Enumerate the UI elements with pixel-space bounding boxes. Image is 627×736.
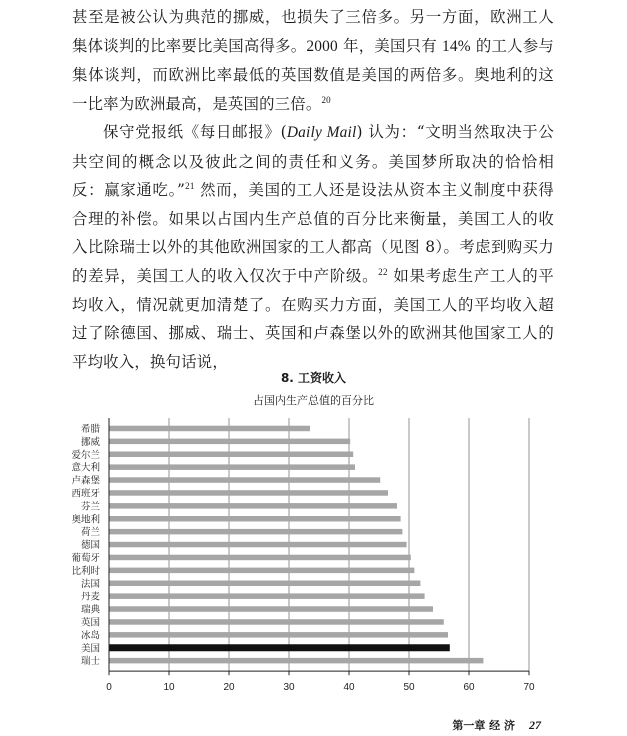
chart-subtitle: 占国内生产总值的百分比 — [253, 394, 374, 407]
x-tick-label-50: 50 — [403, 682, 415, 694]
paragraph-2 — [72, 118, 554, 376]
p1-text-b: 年，美国只有 — [337, 36, 442, 55]
p2-paper-name: Daily Mail — [286, 124, 357, 141]
p2-text-c: 然而，美国的工人还是设法从资本主义制度中获得合理的补偿。如果以占国内生产总值的百分比来衡量，美国工人的收入比除瑞士以外的其他欧洲国家的工人都高（见图 8）。考虑到购买力的差异，美国工人的收入仅次于中产阶级。 — [72, 181, 554, 285]
x-tick-label-60: 60 — [463, 682, 475, 694]
footnote-ref-20[interactable]: 20 — [321, 94, 331, 105]
bar-6 — [109, 503, 397, 509]
category-label-4: 卢森堡 — [71, 475, 100, 487]
footnote-ref-21[interactable]: 21 — [185, 181, 195, 192]
category-label-15: 英国 — [80, 617, 100, 629]
category-label-17: 美国 — [80, 643, 100, 655]
category-label-14: 瑞典 — [80, 604, 100, 616]
bar-10 — [109, 555, 411, 561]
bar-11 — [109, 568, 414, 574]
category-label-6: 芬兰 — [80, 501, 100, 513]
bar-16 — [109, 632, 448, 638]
category-label-3: 意大利 — [71, 462, 100, 474]
category-label-12: 法国 — [80, 578, 100, 590]
category-label-9: 德国 — [80, 540, 100, 552]
bar-8 — [109, 529, 402, 535]
p2-text-b: ) 认为：“文明当然取决于公共空间的概念以及彼此之间的责任和义务。美国梦所取决的恰恰相反：赢家通吃。” — [72, 123, 555, 200]
category-label-8: 荷兰 — [80, 527, 100, 539]
bar-7 — [109, 516, 401, 522]
category-label-7: 奥地利 — [71, 514, 100, 526]
bar-14 — [109, 606, 433, 612]
chart-title: 8. 工资收入 — [280, 371, 347, 385]
category-label-11: 比利时 — [71, 565, 100, 577]
wage-income-bar-chart — [0, 410, 627, 700]
p2-text-a: 保守党报纸《每日邮报》( — [103, 123, 287, 141]
bar-13 — [109, 593, 425, 599]
p1-year: 2000 — [306, 37, 338, 55]
bar-18 — [109, 658, 483, 664]
p2-text-d: 如果考虑生产工人的平均收入，情况就更加清楚了。在购买力方面，美国工人的平均收入超过了除德国、挪威、瑞士、英国和卢森堡以外的欧洲其他国家工人的平均收入，换句话说， — [72, 266, 554, 371]
category-label-1: 挪威 — [80, 436, 100, 448]
x-tick-label-40: 40 — [343, 682, 355, 694]
category-label-10: 葡萄牙 — [71, 552, 100, 564]
bar-4 — [109, 477, 380, 483]
footnote-ref-22[interactable]: 22 — [378, 266, 388, 277]
bar-3 — [109, 464, 355, 470]
x-tick-label-30: 30 — [283, 682, 295, 694]
bar-2 — [109, 452, 353, 458]
category-label-0: 希腊 — [80, 423, 100, 435]
page-number: 27 — [529, 718, 541, 732]
bar-12 — [109, 581, 420, 587]
bar-9 — [109, 542, 407, 548]
bar-0 — [109, 426, 310, 432]
bar-15 — [109, 619, 444, 625]
paragraph-1 — [72, 3, 554, 118]
category-label-13: 丹麦 — [80, 591, 100, 603]
category-label-2: 爱尔兰 — [71, 449, 100, 461]
category-label-5: 西班牙 — [71, 488, 100, 500]
bar-5 — [109, 490, 388, 496]
x-tick-label-0: 0 — [106, 682, 112, 694]
p1-text-a: 甚至是被公认为典范的挪威，也损失了三倍多。另一方面，欧洲工人集体谈判的比率要比美国高得多。 — [72, 8, 554, 55]
x-tick-label-70: 70 — [523, 682, 535, 694]
x-tick-label-20: 20 — [223, 682, 235, 694]
p1-text-c: 的工人参与集体谈判，而欧洲比率最低的英国数值是美国的两倍多。奥地利的这一比率为欧洲最高，是英国的三倍。 — [72, 36, 554, 113]
p1-percent: 14% — [441, 37, 471, 55]
x-tick-label-10: 10 — [163, 682, 175, 694]
category-label-18: 瑞士 — [80, 656, 100, 668]
page-footer — [452, 717, 541, 733]
bar-1 — [109, 439, 350, 445]
chapter-label: 第一章 经 济 — [452, 719, 515, 732]
bar-17 — [109, 644, 450, 651]
category-label-16: 冰岛 — [80, 630, 100, 642]
